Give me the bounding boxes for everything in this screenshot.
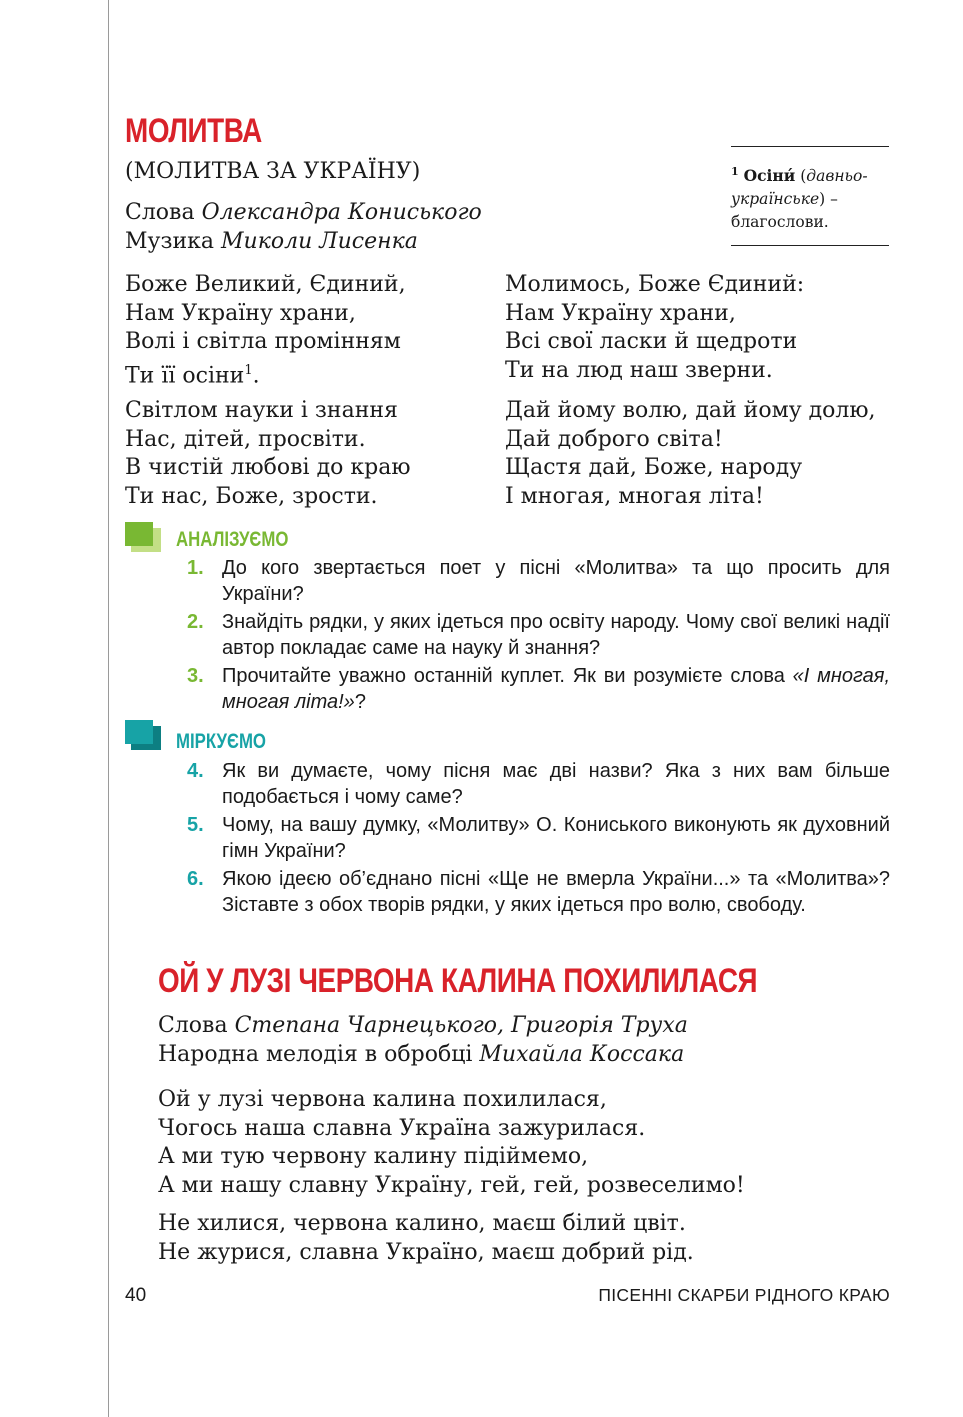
question-item	[187, 866, 890, 918]
question-text: Знайдіть рядки, у яких ідеться про освіту народу. Чому свої великі надії автор покладає саме на науку й знання?	[222, 611, 890, 659]
question-number: 5.	[187, 814, 204, 836]
verse-line: А ми нашу славну Україну, гей, гей, розвеселимо!	[158, 1172, 745, 1198]
question-number: 3.	[187, 665, 204, 687]
stanza-right-2	[505, 397, 876, 511]
verse-line: Світлом науки і знання	[125, 398, 398, 423]
think-square-icon	[125, 720, 161, 750]
question-number: 1.	[187, 557, 204, 579]
verse-line: Ти на люд наш зверни.	[505, 357, 773, 383]
verse-line: Ти нас, Боже, зрости.	[125, 483, 378, 509]
words-credit	[158, 1011, 688, 1040]
words-credit	[125, 198, 482, 227]
verse-line: А ми тую червону калину підіймемо,	[158, 1144, 589, 1169]
footnote-origin: давньо-українське	[731, 167, 868, 209]
footnote-meaning: благослови.	[731, 213, 829, 232]
stanza	[158, 1210, 694, 1267]
melody-author: Михайла Коссака	[479, 1042, 685, 1067]
verse-line: Не хилися, червона калино, маєш білий цвіт.	[158, 1211, 686, 1236]
question-item	[187, 663, 890, 715]
music-label: Музика	[125, 229, 214, 254]
question-number: 4.	[187, 760, 204, 782]
question-item	[187, 812, 890, 864]
page-number: 40	[125, 1285, 147, 1306]
words-label: Слова	[125, 200, 195, 225]
stanza-left-1	[125, 271, 406, 390]
words-author: Степана Чарнецького, Григорія Труха	[234, 1013, 688, 1038]
words-author: Олександра Кониського	[201, 200, 482, 225]
verse-line: Нас, дітей, просвіти.	[125, 426, 366, 452]
footnote-marker: 1	[731, 165, 739, 178]
quoted-phrase: «І многая, многая літа!»	[222, 665, 891, 713]
question-number: 2.	[187, 611, 204, 633]
think-heading: МІРКУЄМО	[176, 730, 267, 753]
verse-line: Нам Україну храни,	[505, 300, 736, 326]
question-text: Як ви думаєте, чому пісня має дві назви? Яка з них вам більше подобається і чому саме?	[222, 760, 890, 808]
words-label: Слова	[158, 1013, 228, 1038]
verse-line: Ой у лузі червона калина похилилася,	[158, 1087, 607, 1112]
running-footer: ПІСЕННІ СКАРБИ РІДНОГО КРАЮ	[598, 1285, 890, 1305]
music-credit	[125, 227, 418, 256]
song-title: МОЛИТВА	[125, 112, 262, 150]
footnote-ref: 1	[244, 362, 253, 378]
question-text: Прочитайте уважно останній куплет. Як ви розумієте слова «І многая, многая літа!»?	[222, 665, 891, 713]
verse-line: Всі свої ласки й щедроти	[505, 329, 798, 354]
margin-line	[108, 0, 109, 1417]
verse-line: В чистій любові до краю	[125, 455, 411, 480]
question-item	[187, 758, 890, 810]
verse-line: Волі і світла промінням	[125, 329, 401, 354]
analyze-heading: АНАЛІЗУЄМО	[176, 528, 289, 551]
verse-line: І многая, многая літа!	[505, 483, 764, 509]
song-title: ОЙ У ЛУЗІ ЧЕРВОНА КАЛИНА ПОХИЛИЛАСЯ	[158, 962, 758, 1000]
question-number: 6.	[187, 868, 204, 890]
footnote: $^1$ Осіни́ (давньо-українське) – благослови.	[731, 165, 868, 232]
footnote-term: Осіни́	[743, 166, 796, 186]
stanza-right-1	[505, 271, 804, 385]
melody-credit	[158, 1040, 684, 1069]
verse-line: Боже Великий, Єдиний,	[125, 272, 406, 297]
song-subtitle: (МОЛИТВА ЗА УКРАЇНУ)	[125, 159, 421, 184]
verse-line: Щастя дай, Боже, народу	[505, 455, 803, 480]
verse-line: Не журися, славна Україно, маєш добрий рід.	[158, 1239, 694, 1265]
music-author: Миколи Лисенка	[221, 229, 418, 254]
analyze-square-icon	[125, 522, 161, 552]
stanza	[158, 1086, 745, 1200]
verse-line: Дай доброго світа!	[505, 426, 723, 452]
question-text: Чому, на вашу думку, «Молитву» О. Кониського виконують як духовний гімн України?	[222, 814, 890, 862]
verse-line: Чогось наша славна Україна зажурилася.	[158, 1115, 646, 1141]
question-item	[187, 555, 890, 607]
melody-label: Народна мелодія в обробці	[158, 1042, 473, 1067]
stanza-left-2	[125, 397, 410, 511]
verse-line: Ти її осіни$^1$.	[125, 362, 260, 388]
question-text: Якою ідеєю об’єднано пісні «Ще не вмерла України...» та «Молитва»? Зіставте з обох творів рядки, у яких ідеться про волю, свободу.	[222, 868, 890, 916]
verse-line: Нам Україну храни,	[125, 300, 356, 326]
question-item	[187, 609, 890, 661]
verse-line: Дай йому волю, дай йому долю,	[505, 398, 876, 423]
verse-line: Молимось, Боже Єдиний:	[505, 272, 805, 297]
question-text: До кого звертається поет у пісні «Молитва» та що просить для України?	[222, 557, 890, 605]
